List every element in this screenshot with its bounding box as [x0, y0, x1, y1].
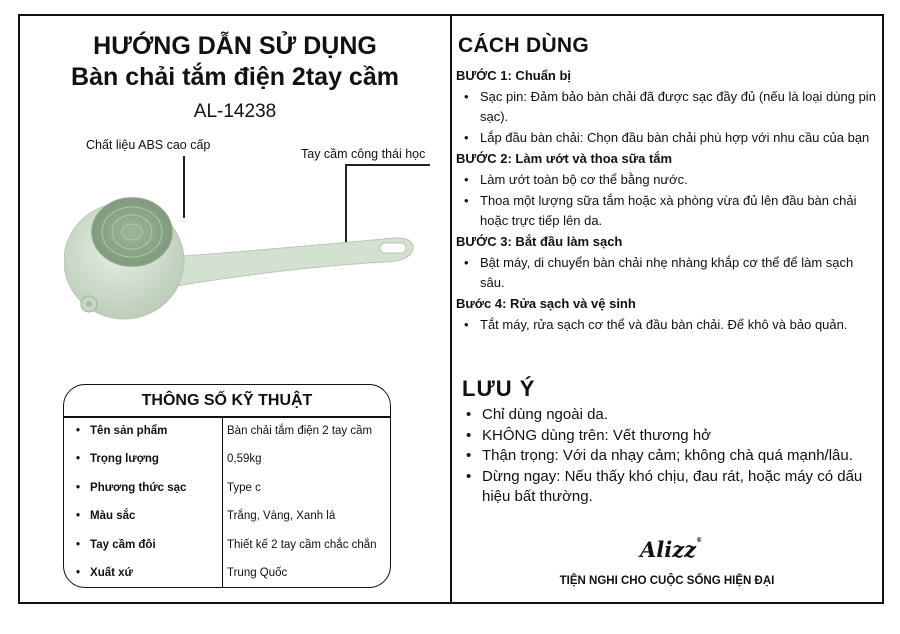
step-item: • Lắp đầu bàn chải: Chọn đầu bàn chải phù hợp với nhu cầu của bạn: [480, 128, 876, 148]
notes-heading: LƯU Ý: [462, 376, 536, 401]
spec-value: Trung Quốc: [227, 567, 288, 579]
spec-row-weight: [64, 453, 390, 481]
step-1: [456, 66, 876, 148]
model-number: AL-14238: [193, 101, 277, 122]
page-title: HƯỚNG DẪN SỬ DỤNG: [93, 32, 377, 60]
step-item: • Thoa một lượng sữa tắm hoặc xà phòng vừa đủ lên đầu bàn chải hoặc trực tiếp lên da.: [480, 191, 876, 231]
spec-row-charging: [64, 482, 390, 510]
left-column: [20, 16, 450, 602]
notes-list: [460, 405, 870, 508]
step-title: BƯỚC 2: Làm ướt và thoa sữa tắm: [456, 151, 673, 166]
spec-key: • Trọng lượng: [76, 453, 159, 465]
label-material: Chất liệu ABS cao cấp: [86, 138, 211, 152]
right-column: [452, 16, 882, 602]
note-item: • KHÔNG dùng trên: Vết thương hở: [482, 426, 870, 447]
spec-row-origin: [64, 567, 390, 595]
step-item: • Tắt máy, rửa sạch cơ thể và đầu bàn chải. Để khô và bảo quản.: [480, 315, 876, 335]
spec-key: • Phương thức sạc: [76, 482, 186, 494]
brand-logo: [640, 537, 702, 562]
spec-table: [63, 384, 391, 588]
spec-value: Trắng, Vàng, Xanh lá: [227, 510, 336, 522]
spec-value: Type c: [227, 482, 261, 494]
note-item: • Dừng ngay: Nếu thấy khó chịu, đau rát, hoặc máy có dấu hiệu bất thường.: [482, 467, 870, 508]
spec-row-name: [64, 425, 390, 453]
brush-illustration: [64, 196, 424, 321]
step-title: BƯỚC 1: Chuẩn bị: [456, 68, 572, 83]
step-4: [456, 294, 876, 335]
step-title: Bước 4: Rửa sạch và vệ sinh: [456, 296, 636, 311]
step-2: [456, 149, 876, 231]
usage-heading: CÁCH DÙNG: [458, 34, 590, 57]
label-grip: Tay cầm công thái học: [301, 147, 426, 161]
product-name: Bàn chải tắm điện 2tay cầm: [71, 63, 399, 91]
step-item: • Làm ướt toàn bộ cơ thể bằng nước.: [480, 170, 876, 190]
brand-slogan: TIỆN NGHI CHO CUỘC SỐNG HIỆN ĐẠI: [559, 575, 775, 587]
usage-steps: [456, 66, 876, 336]
spec-key: • Tay cầm đôi: [76, 539, 156, 551]
spec-value: Bàn chải tắm điện 2 tay cầm: [227, 425, 373, 437]
note-item: • Chỉ dùng ngoài da.: [482, 405, 870, 426]
brand-name: Alizz: [640, 537, 697, 562]
callout-line-grip-h: [345, 164, 430, 166]
spec-row-color: [64, 510, 390, 538]
registered-mark: ®: [696, 537, 703, 544]
spec-key: • Tên sản phẩm: [76, 425, 167, 437]
spec-key: • Màu sắc: [76, 510, 135, 522]
spec-value: Thiết kế 2 tay cầm chắc chắn: [227, 539, 377, 551]
step-3: [456, 232, 876, 293]
step-title: BƯỚC 3: Bắt đầu làm sạch: [456, 234, 623, 249]
spec-value: 0,59kg: [227, 453, 262, 465]
spec-key: • Xuất xứ: [76, 567, 133, 579]
spec-title: THÔNG SỐ KỸ THUẬT: [141, 392, 313, 409]
note-item: • Thận trọng: Với da nhạy cảm; không chà quá mạnh/lâu.: [482, 446, 870, 467]
spec-row-handle: [64, 539, 390, 567]
spec-header-rule: [64, 416, 390, 418]
step-item: • Sạc pin: Đảm bảo bàn chải đã được sạc đầy đủ (nếu là loại dùng pin sạc).: [480, 87, 876, 127]
step-item: • Bật máy, di chuyển bàn chải nhẹ nhàng khắp cơ thể để làm sạch sâu.: [480, 253, 876, 293]
